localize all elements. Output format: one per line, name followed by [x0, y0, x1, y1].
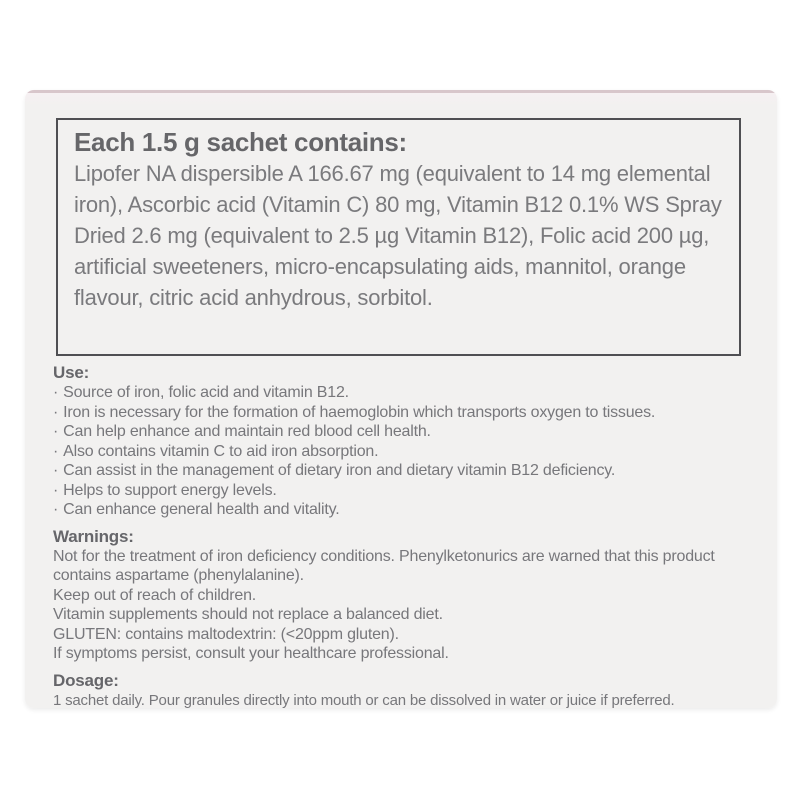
use-bullet — [53, 383, 749, 403]
warning-line: GLUTEN: contains maltodextrin: (<20ppm gluten). — [53, 625, 399, 643]
use-bullet-list — [53, 383, 749, 520]
use-bullet-text: Can help enhance and maintain red blood cell health. — [63, 423, 431, 440]
bullet-dot-icon: · — [53, 442, 59, 460]
use-bullet-text: Also contains vitamin C to aid iron absorption. — [63, 442, 379, 460]
bullet-dot-icon: · — [53, 384, 59, 401]
use-bullet-text: Source of iron, folic acid and vitamin B12. — [63, 384, 349, 401]
warnings-section — [53, 527, 749, 664]
bullet-dot-icon: · — [53, 501, 59, 518]
bullet-dot-icon: · — [53, 423, 59, 440]
use-bullet — [53, 442, 749, 462]
use-section — [53, 363, 749, 520]
use-bullet — [53, 422, 749, 442]
use-bullet — [53, 500, 749, 520]
ingredients-box-heading: Each 1.5 g sachet contains: — [74, 127, 407, 157]
use-bullet — [53, 403, 749, 423]
dosage-heading: Dosage: — [53, 670, 119, 690]
bullet-dot-icon: · — [53, 403, 59, 421]
use-bullet — [53, 481, 749, 501]
warning-line: If symptoms persist, consult your healthcare professional. — [53, 645, 449, 662]
use-bullet-text: Can assist in the management of dietary iron and dietary vitamin B12 deficiency. — [63, 462, 616, 479]
use-bullet-text: Helps to support energy levels. — [63, 481, 277, 499]
bullet-dot-icon: · — [53, 481, 59, 499]
bullet-dot-icon: · — [53, 462, 59, 479]
ingredients-box-body: Lipofer NA dispersible A 166.67 mg (equivalent to 14 mg elemental iron), Ascorbic acid (Vitamin C) 80 mg, Vitamin B12 0.1% WS Spray Dried 2.6 mg (equivalent to 2.5 µg Vitamin B12), Folic acid 200 µg, artificial sweeteners, micro-encapsulating aids, mannitol, orange flavour, citric acid anhydrous, sorbitol. — [74, 161, 722, 310]
warning-line: Keep out of reach of children. — [53, 586, 257, 604]
warnings-heading: Warnings: — [53, 526, 134, 546]
product-information-panel — [25, 90, 777, 708]
warning-line: Not for the treatment of iron deficiency conditions. Phenylketonurics are warned that this product contains aspartame (phenylalanine). — [53, 547, 715, 584]
ingredients-box — [56, 118, 741, 356]
use-bullet — [53, 461, 749, 481]
use-bullet-text: Iron is necessary for the formation of haemoglobin which transports oxygen to tissues. — [63, 403, 656, 421]
use-bullet-text: Can enhance general health and vitality. — [63, 501, 340, 518]
use-heading: Use: — [53, 363, 90, 382]
dosage-text: 1 sachet daily. Pour granules directly into mouth or can be dissolved in water or juice if preferred. — [53, 691, 675, 708]
dosage-section — [53, 671, 749, 709]
label-text-sections — [53, 363, 749, 708]
warning-line: Vitamin supplements should not replace a balanced diet. — [53, 606, 443, 623]
